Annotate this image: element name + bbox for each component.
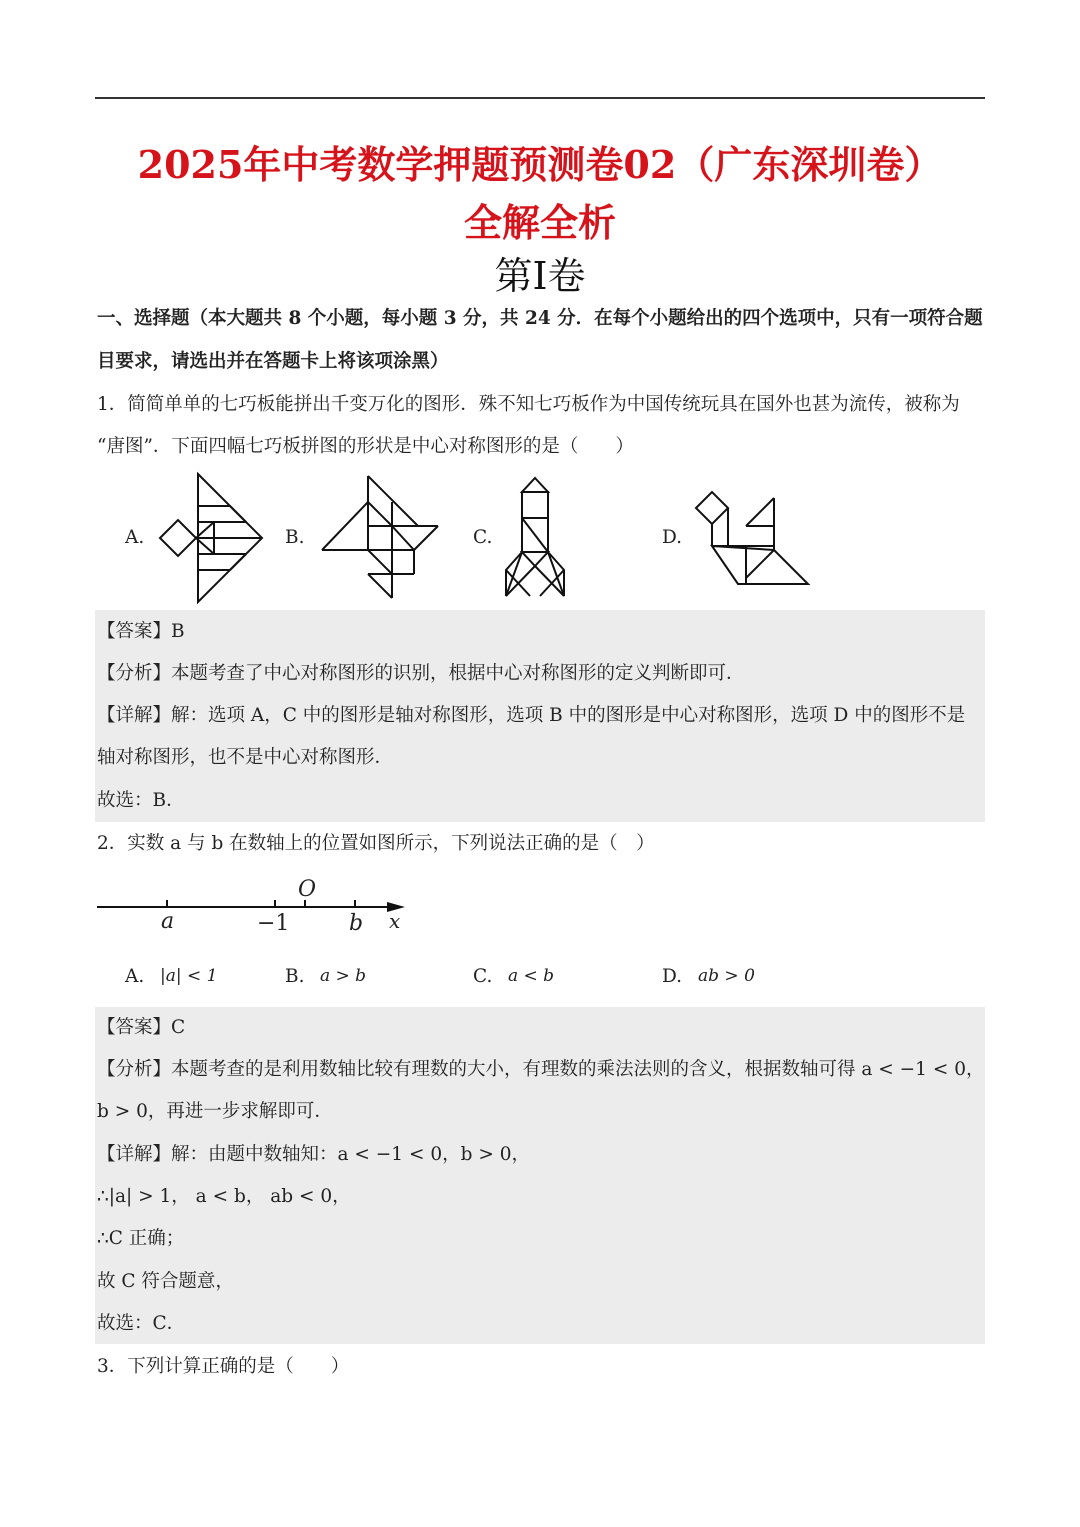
- q1-option-d-label: D.: [662, 527, 683, 548]
- q2-stem: 2．实数 a 与 b 在数轴上的位置如图所示，下列说法正确的是（ ）: [97, 833, 655, 854]
- q2-detail-line4: 故 C 符合题意，: [97, 1271, 234, 1292]
- number-line-label-b: b: [349, 911, 364, 936]
- q3-stem: 3．下列计算正确的是（ ）: [97, 1356, 350, 1377]
- volume-heading: 第I卷: [494, 254, 586, 298]
- q2-conclusion: 故选：C．: [97, 1313, 186, 1334]
- page-title: 2025年中考数学押题预测卷02（广东深圳卷）: [137, 142, 943, 187]
- section-instruction-line2: 目要求，请选出并在答题卡上将该项涂黑）: [97, 351, 449, 372]
- tangram-c-figure: [500, 474, 570, 604]
- q1-stem-line2: “唐图”．下面四幅七巧板拼图的形状是中心对称图形的是（ ）: [97, 436, 634, 457]
- tangram-b-figure: [318, 472, 443, 600]
- q2-option-b-label: B.: [285, 966, 305, 987]
- number-line-label-x: x: [389, 909, 401, 933]
- q2-option-b-expr: a > b: [320, 966, 367, 986]
- q1-option-b-label: B.: [285, 527, 305, 548]
- page-subtitle: 全解全析: [463, 200, 616, 245]
- q2-analysis-line1: 【分析】本题考查的是利用数轴比较有理数的大小，有理数的乘法法则的含义，根据数轴可得 a < −1 < 0，: [97, 1059, 985, 1080]
- number-line-label-a: a: [161, 909, 175, 934]
- q2-option-a-label: A.: [125, 966, 145, 987]
- q2-detail-line3: ∴C 正确；: [97, 1228, 185, 1249]
- tangram-a-figure: [150, 470, 270, 605]
- q1-detail-line2: 轴对称图形，也不是中心对称图形．: [97, 747, 394, 768]
- section-instruction-line1: 一、选择题（本大题共 8 个小题，每小题 3 分，共 24 分．在每个小题给出的四个选项中，只有一项符合题: [97, 308, 983, 329]
- q2-analysis-line2: b > 0，再进一步求解即可．: [97, 1101, 333, 1122]
- tangram-d-figure: [690, 488, 815, 588]
- q2-option-c-label: C.: [473, 966, 493, 987]
- q1-stem-line1: 1．简简单单的七巧板能拼出千变万化的图形．殊不知七巧板作为中国传统玩具在国外也甚为流传，被称为: [97, 394, 960, 415]
- q2-detail-line2: ∴|a| > 1， a < b， ab < 0，: [97, 1186, 351, 1207]
- q1-answer: 【答案】B: [97, 621, 185, 642]
- q2-option-a-expr: |a| < 1: [160, 966, 218, 986]
- top-rule: [95, 97, 985, 99]
- q1-analysis: 【分析】本题考查了中心对称图形的识别，根据中心对称图形的定义判断即可．: [97, 663, 745, 684]
- q2-option-d-expr: ab > 0: [698, 966, 755, 986]
- q2-option-c-expr: a < b: [508, 966, 555, 986]
- q2-answer: 【答案】C: [97, 1017, 186, 1038]
- number-line-label-minus-one: −1: [257, 911, 290, 936]
- q1-detail-line1: 【详解】解：选项 A，C 中的图形是轴对称图形，选项 B 中的图形是中心对称图形，选项 D 中的图形不是: [97, 705, 966, 726]
- q2-option-d-label: D.: [662, 966, 683, 987]
- q1-option-c-label: C.: [473, 527, 493, 548]
- q1-conclusion: 故选：B．: [97, 790, 185, 811]
- number-line-figure: [95, 872, 415, 937]
- q2-detail-line1: 【详解】解：由题中数轴知：a < −1 < 0，b > 0，: [97, 1144, 530, 1165]
- number-line-label-origin: O: [298, 877, 317, 902]
- q1-option-a-label: A.: [125, 527, 145, 548]
